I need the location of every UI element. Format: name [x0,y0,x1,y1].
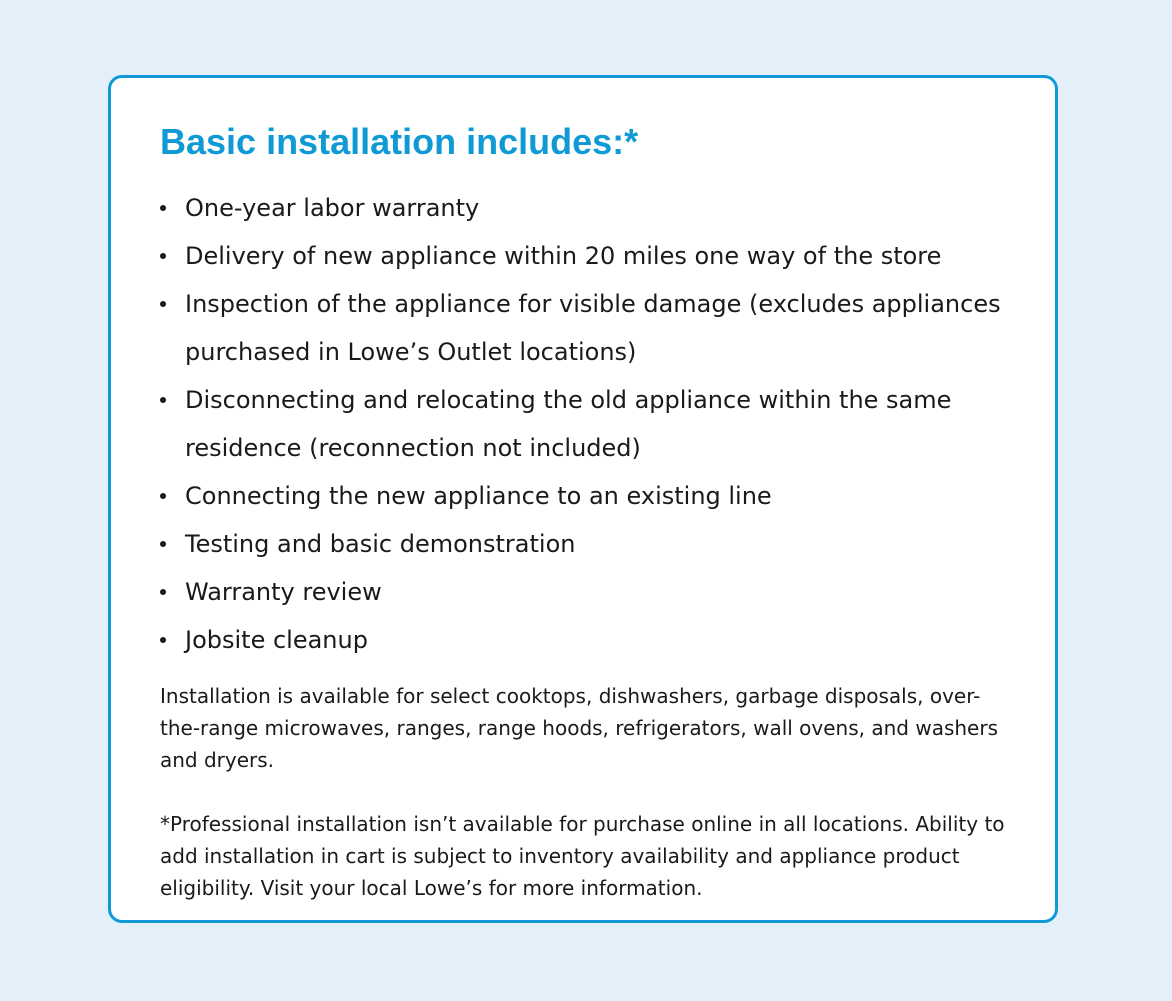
list-item-text: Warranty review [185,578,382,606]
availability-note: Installation is available for select cooktops, dishwashers, garbage disposals, over-the-range microwaves, ranges, range hoods, refrigerators, wall ovens, and washers and dryers. [160,684,999,772]
list-item-text: Connecting the new appliance to an existing line [185,482,772,510]
list-item [160,184,1019,232]
list-item-text: One-year labor warranty [185,194,480,222]
list-item [160,520,1019,568]
included-services-list [160,184,1019,664]
list-item [160,616,1019,664]
list-item [160,472,1019,520]
bullet-dot-icon [160,493,166,499]
list-item-text: Jobsite cleanup [185,626,368,654]
list-item [160,376,1019,472]
bullet-dot-icon [160,589,166,595]
list-item-text: Testing and basic demonstration [185,530,576,558]
bullet-dot-icon [160,637,166,643]
list-item [160,280,1019,376]
disclaimer-note: *Professional installation isn’t available for purchase online in all locations. Ability to add installation in cart is subject to inventory availability and appliance product eligibility. Visit your local Lowe’s for more information. [160,812,1005,900]
bullet-dot-icon [160,253,166,259]
list-item-text: Delivery of new appliance within 20 miles one way of the store [185,242,942,270]
list-item [160,232,1019,280]
card-title: Basic installation includes:* [160,121,639,162]
list-item-text: Inspection of the appliance for visible damage (excludes appliances purchased in Lowe’s Outlet locations) [185,290,1001,366]
installation-info-card [108,75,1058,923]
bullet-dot-icon [160,205,166,211]
bullet-dot-icon [160,397,166,403]
bullet-dot-icon [160,301,166,307]
list-item [160,568,1019,616]
list-item-text: Disconnecting and relocating the old appliance within the same residence (reconnection not included) [185,386,952,462]
bullet-dot-icon [160,541,166,547]
